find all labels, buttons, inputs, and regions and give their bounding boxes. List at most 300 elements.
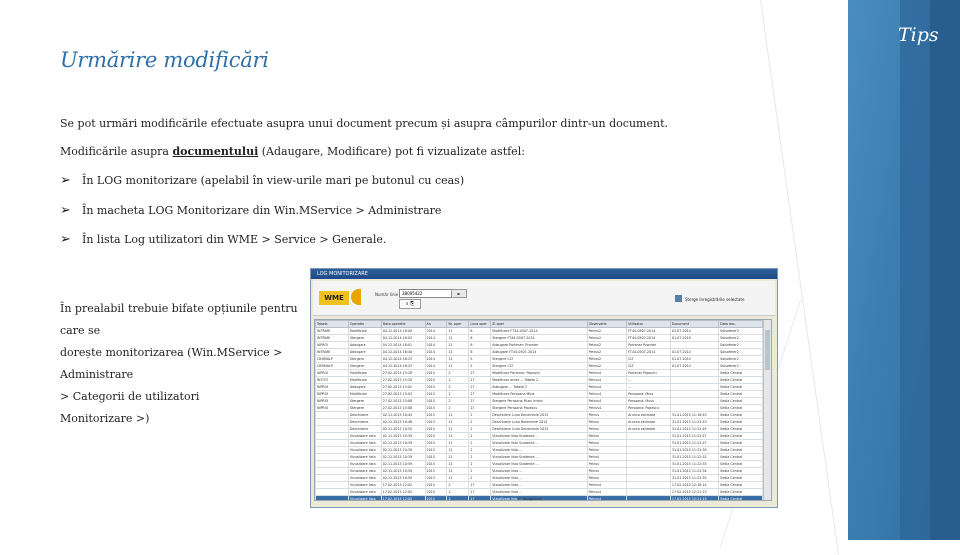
table-row[interactable]	[316, 335, 763, 342]
table-cell: Stergere CLT	[491, 363, 587, 370]
document-changes-paragraph	[60, 145, 525, 158]
table-cell: NIPROI	[316, 398, 349, 405]
toolbar-icons[interactable]: ⌕ ⎘	[399, 299, 421, 309]
table-cell: Petrus	[587, 440, 626, 447]
bullet-item	[60, 173, 464, 188]
column-header[interactable]: Observatie	[587, 321, 626, 328]
table-cell	[670, 398, 718, 405]
table-cell: Modificare	[348, 328, 381, 335]
grid-footer: Nr. inregistrari	[517, 497, 543, 501]
table-cell: 04.12.2014 16:23	[381, 363, 425, 370]
table-cell: Deschidere Luna Decembrie 2015	[491, 412, 587, 419]
prerequisite-note	[60, 298, 300, 430]
table-cell: 2015	[425, 440, 447, 447]
table-cell: Petrus	[587, 426, 626, 433]
decorative-side-panel	[848, 0, 960, 540]
table-cell: Solsoferer2	[719, 363, 763, 370]
table-cell: 02.11.2015 10:55	[381, 426, 425, 433]
table-cell: Petrus	[587, 468, 626, 475]
table-cell: Vizualizare lista ...	[491, 482, 587, 489]
table-row[interactable]	[316, 412, 763, 419]
log-grid	[314, 319, 772, 501]
table-cell: 5	[469, 363, 491, 370]
table-cell: 2014	[425, 363, 447, 370]
column-header[interactable]: Data operatie	[381, 321, 425, 328]
table-cell: 11	[447, 433, 469, 440]
table-cell: 2	[469, 419, 491, 426]
note-line: Monitorizare >)	[60, 412, 150, 425]
table-cell: Sedia Central	[719, 482, 763, 489]
column-header[interactable]: Data doc.	[719, 321, 763, 328]
table-row[interactable]	[316, 454, 763, 461]
search-input[interactable]: 38095422	[399, 289, 453, 298]
table-cell: Petrus	[587, 475, 626, 482]
table-cell: Vizualizare lista	[348, 475, 381, 482]
table-cell: 6	[469, 335, 491, 342]
note-line: > Categorii de utilizatori	[60, 390, 200, 403]
delete-selected-icon[interactable]	[675, 295, 682, 302]
table-cell: 01.07.2014	[670, 356, 718, 363]
table-cell: 31.01.2015 11:22:45	[670, 426, 718, 433]
table-cell: 2	[469, 412, 491, 419]
table-cell: Stergere FT44-0507-2014	[491, 335, 587, 342]
table-cell: 2015	[425, 426, 447, 433]
table-cell: 27.02.2015 15:08	[381, 405, 425, 412]
wme-logo: WME	[319, 291, 349, 305]
table-row[interactable]	[316, 356, 763, 363]
table-cell: Vizualizare lista	[348, 468, 381, 475]
table-cell: Vizualizare lista Scadente ...	[491, 461, 587, 468]
table-cell: Arunca estimate	[627, 426, 671, 433]
table-cell: 2	[447, 489, 469, 496]
intro-paragraph: Se pot urmări modificările efectuate asupra unui document precum și asupra câmpurilor dintr-un document.	[60, 117, 668, 130]
table-row[interactable]	[316, 433, 763, 440]
table-cell: Stergere Persoana Popescu	[491, 405, 587, 412]
delete-selected-button[interactable]: Șterge înregistrările selectate	[685, 297, 745, 302]
table-cell	[316, 447, 349, 454]
table-cell: 31.01.2015 11:18:43	[670, 412, 718, 419]
table-cell	[316, 412, 349, 419]
table-cell: Vizualizare lista	[348, 447, 381, 454]
table-cell: Sedia Central	[719, 454, 763, 461]
table-cell: 2015	[425, 377, 447, 384]
table-cell: INTRARI	[316, 335, 349, 342]
table-cell: 2015	[425, 461, 447, 468]
table-cell: Petrus	[587, 419, 626, 426]
table-cell: 2015	[425, 482, 447, 489]
table-row[interactable]	[316, 440, 763, 447]
table-cell: INTRARI	[316, 328, 349, 335]
table-cell: Stergere	[348, 363, 381, 370]
table-cell: 02.11.2015 10:39	[381, 447, 425, 454]
table-cell: 17.02.2015 12:21:15	[670, 496, 718, 502]
table-cell: Sedia Central	[719, 412, 763, 419]
table-cell: CLT	[627, 356, 671, 363]
table-cell: 2	[469, 475, 491, 482]
table-cell: 31.01.2015 11:22:47	[670, 433, 718, 440]
table-cell	[316, 489, 349, 496]
table-cell: Stergere CLT	[491, 356, 587, 363]
table-row[interactable]	[316, 398, 763, 405]
table-cell: Petrus2	[587, 328, 626, 335]
table-cell: NIPROI	[316, 391, 349, 398]
table-cell: 2	[447, 405, 469, 412]
table-cell: Stergere Persoana Musu Imbin	[491, 398, 587, 405]
table-cell: Vizualizare lista ...	[491, 489, 587, 496]
table-cell: 02.11.2015 10:43	[381, 412, 425, 419]
table-cell: 2015	[425, 496, 447, 502]
table-row[interactable]	[316, 482, 763, 489]
table-cell: Persoana: Popescu	[627, 405, 671, 412]
table-cell: Adaugare	[348, 384, 381, 391]
table-cell: 2014	[425, 328, 447, 335]
table-cell	[316, 461, 349, 468]
table-cell	[316, 419, 349, 426]
table-cell: 01.07.2014	[670, 328, 718, 335]
table-cell	[670, 391, 718, 398]
table-cell	[627, 454, 671, 461]
table-row[interactable]	[316, 475, 763, 482]
table-cell: FT44-0507-2014	[627, 335, 671, 342]
table-cell: 17.02.2015 12:05	[381, 496, 425, 502]
table-cell: 27	[469, 377, 491, 384]
table-cell: 31.01.2015 11:22:53	[670, 461, 718, 468]
table-cell	[627, 447, 671, 454]
table-cell: Vizualizare lista	[348, 454, 381, 461]
bullet-text: În macheta LOG Monitorizare din Win.MService > Administrare	[82, 204, 442, 217]
arrow-bullet-icon: ➢	[60, 232, 71, 247]
table-row[interactable]	[316, 342, 763, 349]
table-cell: 11	[447, 349, 469, 356]
table-cell: 02.11.2015 10:39	[381, 433, 425, 440]
table-cell: Petrus4	[587, 384, 626, 391]
table-cell	[627, 433, 671, 440]
table-cell: 02.11.2015 10:39	[381, 454, 425, 461]
table-cell: Deschidere Luna Noiembrie 2015	[491, 419, 587, 426]
table-cell: 11	[447, 328, 469, 335]
table-cell: 2015	[425, 412, 447, 419]
table-cell: 2	[469, 461, 491, 468]
table-cell: 02.11.2015 10:59	[381, 475, 425, 482]
table-cell: 17.02.2015 12:02	[381, 482, 425, 489]
table-cell: 04.12.2014 18:03	[381, 335, 425, 342]
table-cell: 2015	[425, 405, 447, 412]
table-cell: 2	[469, 454, 491, 461]
table-cell: Sedia Central	[719, 433, 763, 440]
table-cell: 11	[447, 342, 469, 349]
table-cell	[670, 342, 718, 349]
table-cell: Deschidere Luna Decembrie 2015	[491, 426, 587, 433]
table-cell: Petrus	[587, 454, 626, 461]
column-header[interactable]: Document	[670, 321, 718, 328]
table-row[interactable]	[316, 419, 763, 426]
table-cell: Arunca estimate	[627, 412, 671, 419]
table-cell: Adaugare	[348, 349, 381, 356]
table-cell: Vizualizare lista	[348, 433, 381, 440]
table-cell: 2	[447, 496, 469, 502]
table-row[interactable]	[316, 489, 763, 496]
table-cell: Modificare Partener: Popovici	[491, 370, 587, 377]
table-cell: Sedia Central	[719, 384, 763, 391]
table-cell: INTRARI	[316, 349, 349, 356]
table-cell: Partener Promter	[627, 342, 671, 349]
table-cell: 27	[469, 405, 491, 412]
table-cell: Modificare	[348, 370, 381, 377]
table-cell: 2015	[425, 398, 447, 405]
table-cell: Petrus2	[587, 342, 626, 349]
table-cell: Sedia Central	[719, 398, 763, 405]
table-cell: Vizualizare lista	[348, 496, 381, 502]
table-cell: Petrus	[587, 433, 626, 440]
table-cell: Adaugare FT44-0507-2014	[491, 349, 587, 356]
table-cell: Vizualizare lista Scadente ...	[491, 433, 587, 440]
scrollbar-thumb[interactable]	[765, 330, 770, 370]
table-cell: 11	[447, 335, 469, 342]
table-cell: INTOTI	[316, 377, 349, 384]
table-cell: Modificare FT44-0507-2014	[491, 328, 587, 335]
table-cell: Deschidere	[348, 412, 381, 419]
table-cell: IAPROI	[316, 370, 349, 377]
column-header[interactable]: Operatie	[348, 321, 381, 328]
window-titlebar: LOG MONITORIZARE	[311, 269, 777, 279]
table-cell: 02.11.2015 10:39	[381, 440, 425, 447]
table-cell	[670, 384, 718, 391]
table-cell	[627, 468, 671, 475]
table-cell: 2	[469, 447, 491, 454]
table-cell: 6	[469, 342, 491, 349]
table-cell: Vizualizare lista ...	[491, 496, 587, 502]
table-cell: 2	[447, 377, 469, 384]
table-cell: 11	[447, 426, 469, 433]
slide-title: Urmărire modificări	[60, 48, 269, 72]
table-cell: Sedia Central	[719, 405, 763, 412]
table-cell: Petrus4	[587, 496, 626, 502]
table-cell: 27.02.2015 15:28	[381, 370, 425, 377]
table-cell: 17.02.2015 12:18:14	[670, 482, 718, 489]
column-header[interactable]: Zi oper	[491, 321, 587, 328]
table-cell: 02.11.2015 10:48	[381, 419, 425, 426]
table-cell: 04.12.2014 16:23	[381, 356, 425, 363]
table-cell: 04.12.2014 18:09	[381, 328, 425, 335]
table-cell: 11	[447, 356, 469, 363]
table-cell: Modificare antet ... Tabela 2	[491, 377, 587, 384]
table-cell: 6	[469, 349, 491, 356]
screenshot-header	[313, 281, 775, 316]
table-cell: 27.02.2015 15:03	[381, 391, 425, 398]
table-cell: CBHMALP	[316, 363, 349, 370]
table-cell: Stergere	[348, 335, 381, 342]
table-row[interactable]	[316, 377, 763, 384]
table-cell: Sedia Central	[719, 426, 763, 433]
table-cell: Vizualizare lista ...	[491, 468, 587, 475]
table-cell	[670, 377, 718, 384]
table-cell: 2014	[425, 349, 447, 356]
table-cell: Vizualizare lista Scadente ...	[491, 440, 587, 447]
table-cell: Modificare Persoana Mina	[491, 391, 587, 398]
table-cell: Petrus4	[587, 489, 626, 496]
table-cell	[627, 496, 671, 502]
table-cell: Petrus2	[587, 356, 626, 363]
table-cell: CBHMALP	[316, 356, 349, 363]
table-row[interactable]	[316, 328, 763, 335]
table-cell: 2015	[425, 468, 447, 475]
table-cell: Solsoferer2	[719, 328, 763, 335]
table-cell: 11	[447, 447, 469, 454]
table-cell	[316, 475, 349, 482]
table-cell: 2	[447, 482, 469, 489]
table-cell	[316, 468, 349, 475]
table-row[interactable]	[316, 370, 763, 377]
table-cell: 11	[447, 440, 469, 447]
log-table-body	[316, 328, 763, 502]
table-cell: Modificare	[348, 391, 381, 398]
table-cell: 31.01.2015 11:22:47	[670, 440, 718, 447]
table-cell: Solsoferer2	[719, 356, 763, 363]
table-cell: 27.02.2015 15:02	[381, 384, 425, 391]
table-cell: Petrus4	[587, 482, 626, 489]
bullet-item	[60, 203, 441, 218]
table-cell: Sedia Central	[719, 419, 763, 426]
column-header[interactable]: An	[425, 321, 447, 328]
table-cell: 27	[469, 391, 491, 398]
table-cell: 17	[469, 489, 491, 496]
table-cell: 31.01.2015 11:22:43	[670, 419, 718, 426]
table-cell: Sedia Central	[719, 496, 763, 502]
table-cell: 11	[447, 412, 469, 419]
table-cell: Arunca estimate	[627, 419, 671, 426]
table-cell: Persoana: Mina	[627, 391, 671, 398]
table-cell: Vizualizare lista	[348, 482, 381, 489]
table-cell: Deschidere	[348, 426, 381, 433]
column-header[interactable]: Tabela	[316, 321, 349, 328]
table-cell: 31.01.2015 11:22:55	[670, 475, 718, 482]
table-cell	[627, 475, 671, 482]
table-cell: 2014	[425, 335, 447, 342]
table-cell: Sedia Central	[719, 391, 763, 398]
table-cell: Petrus4	[587, 370, 626, 377]
table-row[interactable]	[316, 363, 763, 370]
table-cell: Vizualizare lista ...	[491, 447, 587, 454]
vertical-scrollbar[interactable]	[763, 320, 771, 500]
go-button[interactable]: ►	[451, 289, 467, 298]
table-cell: Sedia Central	[719, 461, 763, 468]
table-cell: Adaugare Partener: Promter	[491, 342, 587, 349]
table-cell: Petrus2	[587, 335, 626, 342]
table-cell: 31.01.2015 11:22:52	[670, 454, 718, 461]
table-cell: Sedia Central	[719, 489, 763, 496]
table-cell: 2015	[425, 370, 447, 377]
table-cell	[670, 405, 718, 412]
table-cell: Sedia Central	[719, 475, 763, 482]
table-cell	[316, 433, 349, 440]
table-cell: Solsoferer2	[719, 349, 763, 356]
log-table	[315, 320, 763, 501]
table-cell: 2015	[425, 433, 447, 440]
table-cell: Petrus2	[587, 363, 626, 370]
table-row[interactable]	[316, 391, 763, 398]
paragraph-text: (Adaugare, Modificare) pot fi vizualizate astfel:	[258, 145, 525, 158]
table-cell: Vizualizare lista	[348, 461, 381, 468]
table-cell: 11	[447, 454, 469, 461]
table-cell: 2015	[425, 489, 447, 496]
table-cell: 11	[447, 461, 469, 468]
table-row[interactable]	[316, 426, 763, 433]
table-cell: Stergere	[348, 398, 381, 405]
table-cell	[316, 482, 349, 489]
table-cell: Vizualizare lista Scadente ...	[491, 454, 587, 461]
table-cell: Petrus4	[587, 398, 626, 405]
table-cell: FT44-0507-2014	[627, 328, 671, 335]
table-cell: 11	[447, 475, 469, 482]
table-cell: 31.01.2015 11:22:50	[670, 447, 718, 454]
table-cell: 01.07.2014	[670, 335, 718, 342]
table-cell: 27.02.2015 15:08	[381, 398, 425, 405]
table-cell: Stergere	[348, 356, 381, 363]
column-header[interactable]: Luna oper	[469, 321, 491, 328]
table-cell: 27	[469, 384, 491, 391]
table-cell: Adaugare ... Tabela 2	[491, 384, 587, 391]
table-cell	[316, 426, 349, 433]
tips-label: Tips	[898, 24, 939, 46]
note-line: În prealabil trebuie bifate opțiunile pentru care se	[60, 302, 298, 337]
table-cell: 17.02.2015 12:21:13	[670, 489, 718, 496]
table-cell	[627, 461, 671, 468]
bullet-text: În lista Log utilizatori din WME > Service > Generale.	[82, 233, 387, 246]
table-cell: 17	[469, 482, 491, 489]
table-cell: Petrus4	[587, 377, 626, 384]
table-cell: Sedia Central	[719, 440, 763, 447]
table-cell: 11	[447, 419, 469, 426]
table-cell: Petrus	[587, 447, 626, 454]
table-row[interactable]	[316, 461, 763, 468]
table-row[interactable]	[316, 384, 763, 391]
table-cell	[316, 440, 349, 447]
search-label: Număr linie	[375, 292, 399, 297]
table-cell: 6	[469, 328, 491, 335]
table-cell: 04.12.2014 18:01	[381, 342, 425, 349]
table-cell: 02.11.2015 10:59	[381, 468, 425, 475]
table-cell: NIPROI	[316, 405, 349, 412]
table-cell: FT44-0507-2014	[627, 349, 671, 356]
table-cell: 02.11.2015 10:59	[381, 461, 425, 468]
table-cell	[627, 482, 671, 489]
table-cell: 2	[469, 440, 491, 447]
table-cell: Deschidere	[348, 419, 381, 426]
column-header[interactable]: Utilizator	[627, 321, 671, 328]
table-row[interactable]	[316, 468, 763, 475]
paragraph-text: Modificările asupra	[60, 145, 173, 158]
table-cell: 17	[469, 496, 491, 502]
table-row[interactable]	[316, 447, 763, 454]
bullet-text: În LOG monitorizare (apelabil în view-urile mari pe butonul cu ceas)	[82, 174, 465, 187]
table-cell	[316, 454, 349, 461]
table-cell: 5	[469, 356, 491, 363]
table-cell: 2014	[425, 342, 447, 349]
table-row[interactable]	[316, 349, 763, 356]
table-cell: Sedia Central	[719, 370, 763, 377]
column-header[interactable]: Nr. oper	[447, 321, 469, 328]
table-cell: 2014	[425, 356, 447, 363]
table-cell: 2	[469, 426, 491, 433]
side-panel-stripe	[930, 0, 960, 540]
table-cell: 2015	[425, 384, 447, 391]
table-cell: NIPROI	[316, 384, 349, 391]
table-cell: 2015	[425, 419, 447, 426]
table-row[interactable]	[316, 405, 763, 412]
table-cell: 2	[447, 391, 469, 398]
table-cell: 11	[447, 363, 469, 370]
bullet-item	[60, 232, 386, 247]
